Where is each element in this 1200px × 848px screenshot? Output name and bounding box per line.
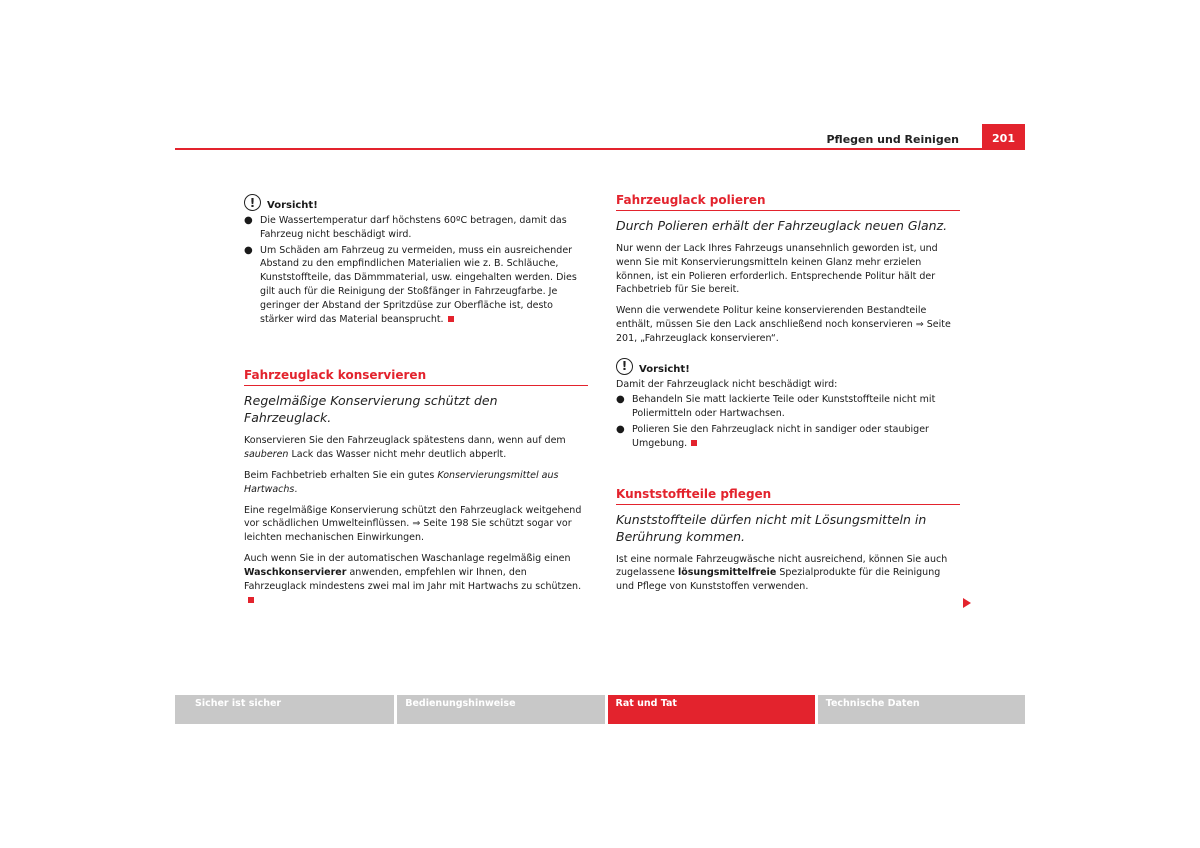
list-item bbox=[616, 393, 960, 421]
warning-intro: Damit der Fahrzeuglack nicht beschädigt wird: bbox=[616, 378, 838, 390]
left-column bbox=[244, 194, 588, 607]
section-subtitle-kunststoffteile: Kunststoffteile dürfen nicht mit Lösungsmitteln in Berührung kommen. bbox=[616, 511, 927, 544]
section-title-polieren: Fahrzeuglack polieren bbox=[616, 193, 960, 211]
list-item bbox=[244, 214, 588, 242]
right-column bbox=[616, 193, 960, 594]
paragraph: Auch wenn Sie in der automatischen Waschanlage regelmäßig einen Waschkonservierer anwenden, empfehlen wir Ihnen, den Fahrzeuglack mindestens zwei mal im Jahr mit Hartwachs zu schützen. bbox=[244, 552, 588, 607]
section-title-konservieren: Fahrzeuglack konservieren bbox=[244, 368, 588, 386]
warning-heading bbox=[244, 194, 588, 211]
end-mark-icon bbox=[448, 316, 454, 322]
paragraph: Konservieren Sie den Fahrzeuglack spätestens dann, wenn auf dem sauberen Lack das Wasser nicht mehr deutlich abperlt. bbox=[244, 435, 566, 461]
paragraph: Eine regelmäßige Konservierung schützt den Fahrzeuglack weitgehend vor schädlichen Umwelteinflüssen. ⇒ Seite 198 Sie schützt sogar vor leichten mechanischen Einwirkungen. bbox=[244, 504, 582, 544]
warning-bullet-text: Um Schäden am Fahrzeug zu vermeiden, muss ein ausreichender Abstand zu den empfindlichen Materialien wie z. B. Schläuche, Kunststoffteile, das Dämmmaterial, usw. eingehalten werden. Dies gilt auch für die Reinigung der Stoßfänger in Fahrzeugfarbe. Je geringer der Abstand der Spritzdüse zur Oberfläche ist, desto stärker wird das Material beansprucht. bbox=[260, 244, 577, 325]
tab-rat-und-tat[interactable]: Rat und Tat bbox=[608, 695, 815, 724]
section-subtitle-konservieren: Regelmäßige Konservierung schützt den Fahrzeuglack. bbox=[244, 393, 498, 426]
warning-heading bbox=[616, 358, 960, 375]
paragraph: Nur wenn der Lack Ihres Fahrzeugs unansehnlich geworden ist, und wenn Sie mit Konservierungsmitteln keinen Glanz mehr erzielen können, ist ein Polieren erforderlich. Entsprechende Politur hält der Fachbetrieb für Sie bereit. bbox=[616, 243, 938, 296]
header-divider bbox=[175, 148, 1025, 150]
chapter-tabs bbox=[175, 695, 1025, 724]
warning-label: Vorsicht! bbox=[639, 363, 690, 375]
list-item bbox=[616, 423, 960, 451]
tab-bedienungshinweise[interactable]: Bedienungshinweise bbox=[397, 695, 604, 724]
section-title-kunststoffteile: Kunststoffteile pflegen bbox=[616, 487, 960, 505]
tab-sicher-ist-sicher[interactable]: Sicher ist sicher bbox=[175, 695, 394, 724]
tab-technische-daten[interactable]: Technische Daten bbox=[818, 695, 1025, 724]
exclamation-icon: ! bbox=[244, 194, 261, 211]
page-number: 201 bbox=[982, 124, 1025, 148]
page-header-title: Pflegen und Reinigen bbox=[826, 133, 959, 146]
bullet-icon: ● bbox=[244, 215, 253, 226]
bullet-icon: ● bbox=[244, 244, 253, 256]
exclamation-icon: ! bbox=[616, 358, 633, 375]
bullet-icon: ● bbox=[616, 423, 625, 435]
warning-bullet-text: Polieren Sie den Fahrzeuglack nicht in sandiger oder staubiger Umgebung. bbox=[632, 423, 929, 449]
end-mark-icon bbox=[248, 597, 254, 603]
bullet-icon: ● bbox=[616, 394, 625, 406]
list-item bbox=[244, 244, 588, 327]
warning-bullet-text: Die Wassertemperatur darf höchstens 60ºC betragen, damit das Fahrzeug nicht beschädigt wird. bbox=[260, 215, 567, 240]
end-mark-icon bbox=[691, 440, 697, 446]
paragraph: Wenn die verwendete Politur keine konservierenden Bestandteile enthält, müssen Sie den Lack anschließend noch konservieren ⇒ Seite 201, „Fahrzeuglack konservieren“. bbox=[616, 305, 951, 344]
continue-arrow-icon bbox=[963, 598, 971, 608]
section-subtitle-polieren: Durch Polieren erhält der Fahrzeuglack neuen Glanz. bbox=[616, 218, 948, 233]
paragraph: Ist eine normale Fahrzeugwäsche nicht ausreichend, können Sie auch zugelassene lösungsmittelfreie Spezialprodukte für die Reinigung und Pflege von Kunststoffen verwenden. bbox=[616, 553, 948, 593]
warning-bullet-text: Behandeln Sie matt lackierte Teile oder Kunststoffteile nicht mit Poliermitteln oder Hartwachsen. bbox=[632, 394, 936, 420]
warning-label: Vorsicht! bbox=[267, 200, 318, 211]
paragraph: Beim Fachbetrieb erhalten Sie ein gutes Konservierungsmittel aus Hartwachs. bbox=[244, 469, 559, 495]
